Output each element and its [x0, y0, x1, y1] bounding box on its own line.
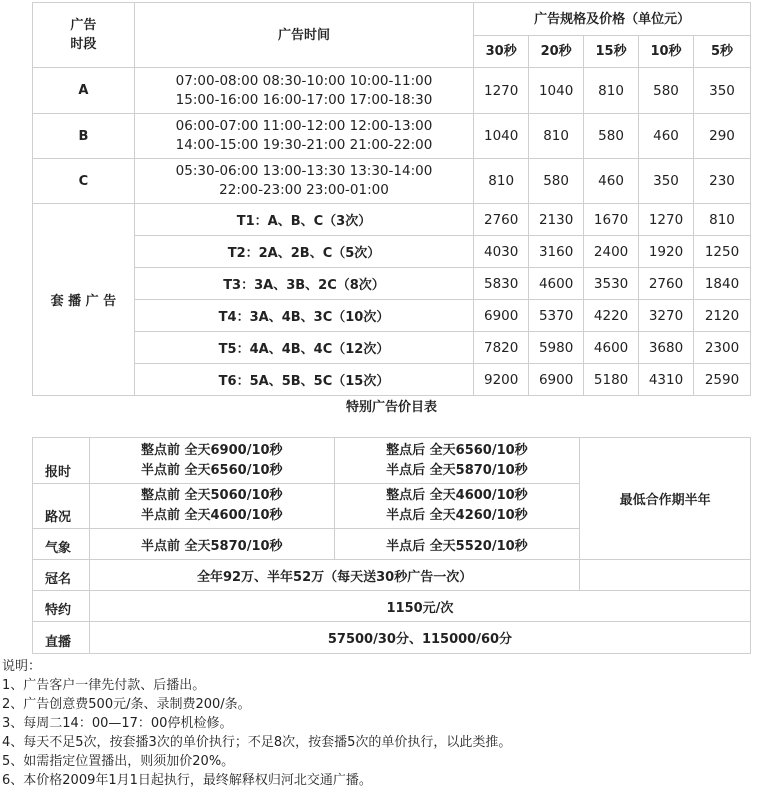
guanming-label: 冠名 — [33, 560, 90, 591]
package-name: T2：2A、2B、C（5次） — [134, 236, 473, 268]
price-cell: 2590 — [694, 364, 751, 396]
price-cell: 2300 — [694, 332, 751, 364]
package-row — [33, 332, 751, 364]
rate-table — [32, 2, 751, 396]
price-cell: 810 — [474, 159, 529, 204]
price-cell: 2760 — [474, 204, 529, 236]
package-row — [33, 300, 751, 332]
price-cell: 290 — [694, 114, 751, 159]
segment-row — [33, 68, 751, 114]
price-cell: 3530 — [584, 268, 639, 300]
price-cell: 460 — [584, 159, 639, 204]
price-cell: 4600 — [529, 268, 584, 300]
qixiang-col1: 半点前 全天5870/10秒 — [89, 529, 334, 560]
package-label: 套 播 广 告 — [33, 204, 135, 396]
package-row — [33, 268, 751, 300]
price-cell: 3160 — [529, 236, 584, 268]
notes-title: 说明： — [2, 659, 42, 674]
time-header: 广告时间 — [134, 3, 473, 68]
price-cell: 1250 — [694, 236, 751, 268]
zhibo-text: 57500/30分、115000/60分 — [89, 622, 750, 654]
price-cell: 5830 — [474, 268, 529, 300]
note-item: 5、如需指定位置播出，则须加价20%。 — [2, 754, 235, 769]
segment-times: 05:30-06:00 13:00-13:30 13:30-14:00 22:00-23:00 23:00-01:00 — [134, 159, 473, 204]
price-cell: 5180 — [584, 364, 639, 396]
package-name: T3：3A、3B、2C（8次） — [134, 268, 473, 300]
price-cell: 5370 — [529, 300, 584, 332]
package-row — [33, 204, 751, 236]
duration-header: 10秒 — [639, 36, 694, 68]
price-cell: 2400 — [584, 236, 639, 268]
price-cell: 1040 — [474, 114, 529, 159]
price-cell: 6900 — [474, 300, 529, 332]
price-cell: 1840 — [694, 268, 751, 300]
package-name: T4：3A、4B、3C（10次） — [134, 300, 473, 332]
min-term-cell: 最低合作期半年 — [580, 438, 751, 560]
price-cell: 4030 — [474, 236, 529, 268]
duration-header: 30秒 — [474, 36, 529, 68]
baoshi-col1: 整点前 全天6900/10秒 半点前 全天6560/10秒 — [89, 438, 334, 484]
baoshi-row — [33, 438, 751, 484]
segment-times: 06:00-07:00 11:00-12:00 12:00-13:00 14:00-15:00 19:30-21:00 21:00-22:00 — [134, 114, 473, 159]
spec-group-header: 广告规格及价格（单位元） — [474, 3, 751, 36]
package-name: T5：4A、4B、4C（12次） — [134, 332, 473, 364]
price-cell: 580 — [639, 68, 694, 114]
price-cell: 350 — [639, 159, 694, 204]
price-cell: 3270 — [639, 300, 694, 332]
notes — [2, 657, 511, 790]
price-cell: 7820 — [474, 332, 529, 364]
price-cell: 810 — [529, 114, 584, 159]
package-row — [33, 364, 751, 396]
price-cell: 580 — [584, 114, 639, 159]
price-cell: 2760 — [639, 268, 694, 300]
price-cell: 6900 — [529, 364, 584, 396]
special-price-table — [32, 437, 751, 654]
teyue-text: 1150元/次 — [89, 591, 750, 622]
package-name: T1：A、B、C（3次） — [134, 204, 473, 236]
segment-times: 07:00-08:00 08:30-10:00 10:00-11:00 15:00-16:00 16:00-17:00 17:00-18:30 — [134, 68, 473, 114]
price-cell: 1270 — [474, 68, 529, 114]
note-item: 2、广告创意费500元/条、录制费200/条。 — [2, 697, 251, 712]
duration-header: 20秒 — [529, 36, 584, 68]
qixiang-col2: 半点后 全天5520/10秒 — [334, 529, 580, 560]
duration-header: 15秒 — [584, 36, 639, 68]
segment-row — [33, 114, 751, 159]
note-item: 3、每周二14：00—17：00停机检修。 — [2, 716, 233, 731]
price-cell: 2130 — [529, 204, 584, 236]
price-cell: 3680 — [639, 332, 694, 364]
price-cell: 4310 — [639, 364, 694, 396]
price-cell: 2120 — [694, 300, 751, 332]
price-cell: 460 — [639, 114, 694, 159]
price-cell: 5980 — [529, 332, 584, 364]
price-cell: 580 — [529, 159, 584, 204]
teyue-label: 特约 — [33, 591, 90, 622]
qixiang-label: 气象 — [33, 529, 90, 560]
price-cell: 1040 — [529, 68, 584, 114]
zhibo-label: 直播 — [33, 622, 90, 654]
zhibo-row — [33, 622, 751, 654]
lukuang-col2: 整点后 全天4600/10秒 半点后 全天4260/10秒 — [334, 484, 580, 529]
package-name: T6：5A、5B、5C（15次） — [134, 364, 473, 396]
baoshi-label: 报时 — [33, 438, 90, 484]
note-item: 1、广告客户一律先付款、后播出。 — [2, 678, 206, 693]
duration-header: 5秒 — [694, 36, 751, 68]
guanming-row — [33, 560, 751, 591]
price-cell: 4600 — [584, 332, 639, 364]
guanming-text: 全年92万、半年52万（每天送30秒广告一次） — [89, 560, 579, 591]
segment-name: B — [33, 114, 135, 159]
teyue-row — [33, 591, 751, 622]
price-cell: 350 — [694, 68, 751, 114]
price-cell: 9200 — [474, 364, 529, 396]
segment-name: A — [33, 68, 135, 114]
package-row — [33, 236, 751, 268]
lukuang-col1: 整点前 全天5060/10秒 半点前 全天4600/10秒 — [89, 484, 334, 529]
price-cell: 1270 — [639, 204, 694, 236]
segment-header: 广告 时段 — [33, 3, 135, 68]
note-item: 6、本价格2009年1月1日起执行，最终解释权归河北交通广播。 — [2, 773, 372, 788]
price-cell: 4220 — [584, 300, 639, 332]
price-cell: 810 — [694, 204, 751, 236]
baoshi-col2: 整点后 全天6560/10秒 半点后 全天5870/10秒 — [334, 438, 580, 484]
price-cell: 1920 — [639, 236, 694, 268]
segment-name: C — [33, 159, 135, 204]
guanming-empty-cell — [580, 560, 751, 591]
special-table-caption: 特别广告价目表 — [345, 400, 437, 415]
price-cell: 230 — [694, 159, 751, 204]
price-cell: 1670 — [584, 204, 639, 236]
segment-row — [33, 159, 751, 204]
note-item: 4、每天不足5次，按套播3次的单价执行；不足8次，按套播5次的单价执行，以此类推。 — [2, 735, 512, 750]
lukuang-label: 路况 — [33, 484, 90, 529]
price-cell: 810 — [584, 68, 639, 114]
